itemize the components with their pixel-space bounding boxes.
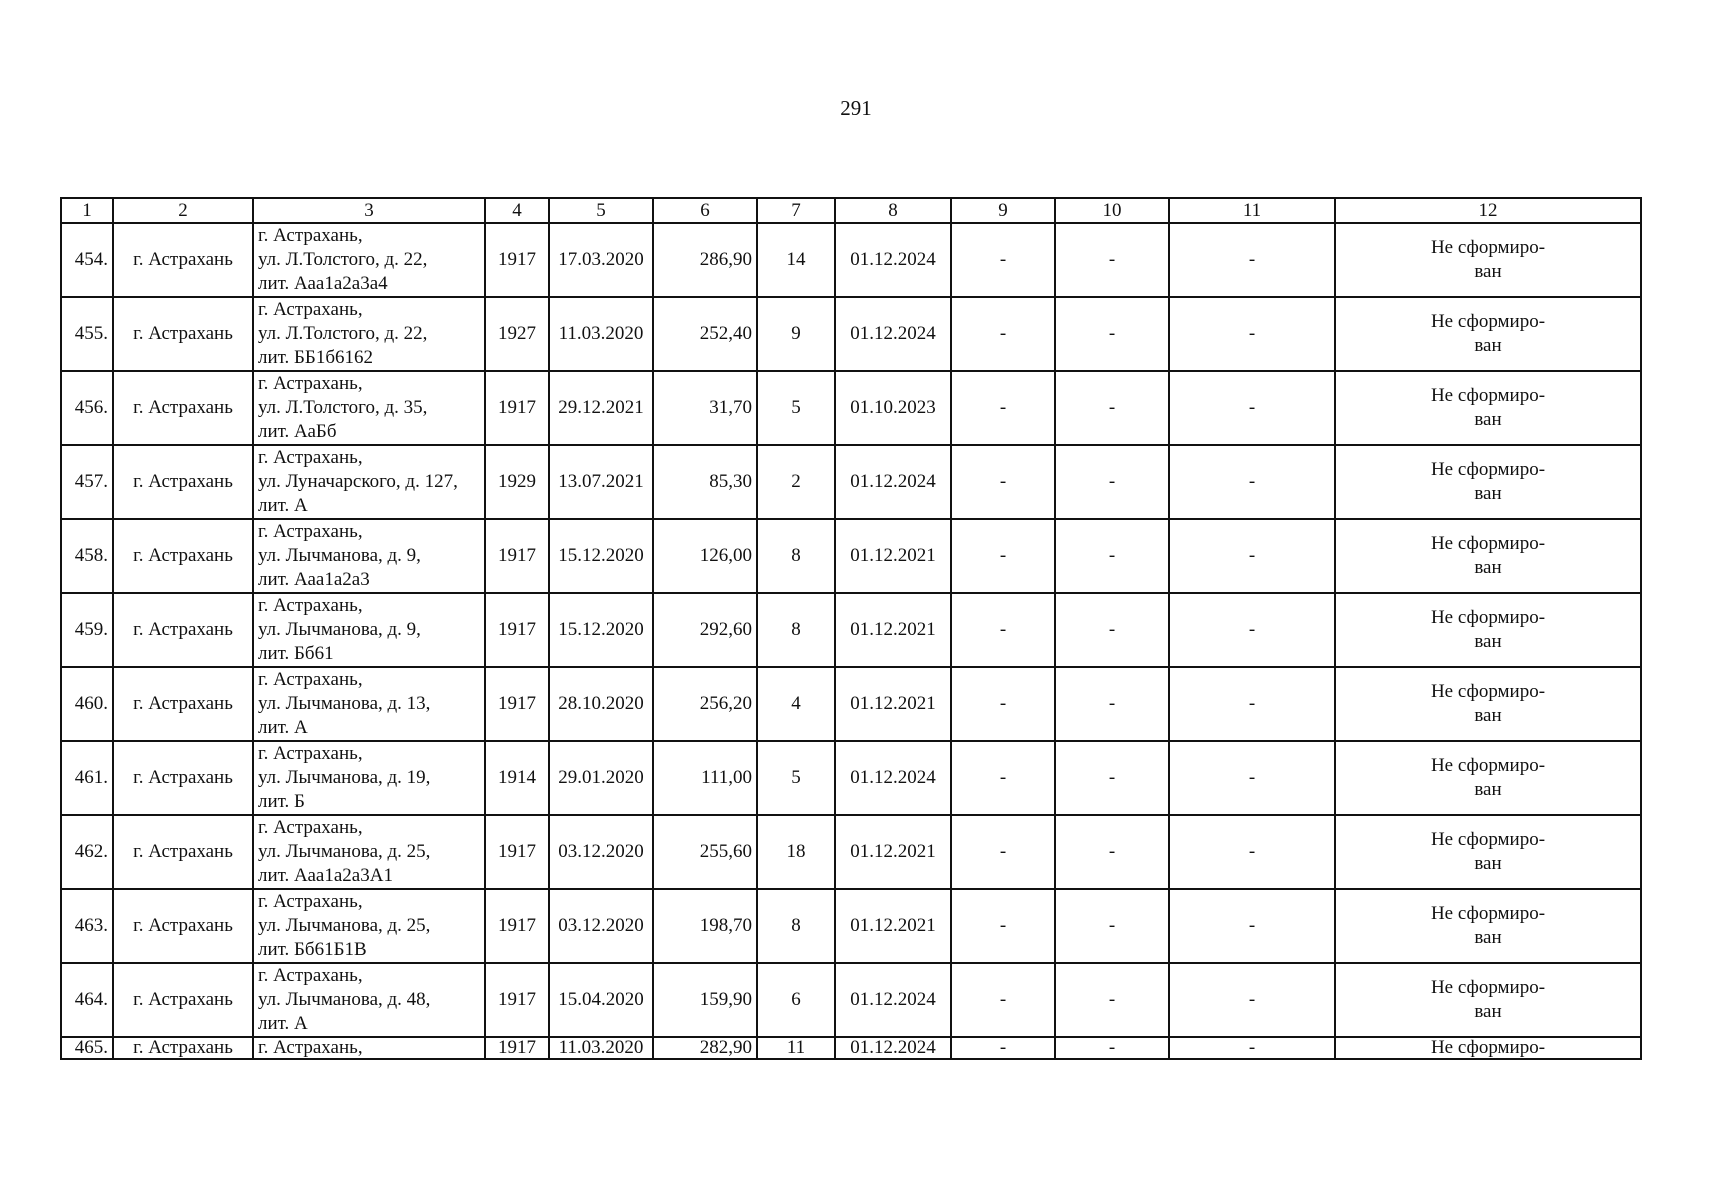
city-cell: г. Астрахань [113,963,253,1037]
area-cell: 286,90 [653,223,757,297]
col9-cell: - [951,963,1055,1037]
address-cell-line: лит. Бб61 [258,643,334,664]
status-cell-line: ван [1474,409,1502,430]
address-cell [253,963,485,1037]
deadline-cell: 01.12.2021 [835,815,951,889]
area-cell: 85,30 [653,445,757,519]
table-row [61,445,1641,519]
date-cell: 17.03.2020 [549,223,653,297]
city-cell: г. Астрахань [113,445,253,519]
col11-cell: - [1169,889,1335,963]
status-cell [1335,371,1641,445]
address-cell-line: лит. Б [258,791,305,812]
address-cell-line: ул. Л.Толстого, д. 22, [258,249,428,270]
deadline-cell: 01.12.2021 [835,593,951,667]
address-cell-line: г. Астрахань, [258,225,363,246]
status-cell [1335,815,1641,889]
row-number: 455. [61,297,113,371]
table-row [61,815,1641,889]
status-cell-line: Не сформиро- [1430,459,1546,480]
row-number: 460. [61,667,113,741]
date-cell: 28.10.2020 [549,667,653,741]
area-cell: 255,60 [653,815,757,889]
col9-cell: - [951,815,1055,889]
city-cell: г. Астрахань [113,371,253,445]
col10-cell: - [1055,667,1169,741]
count-cell: 8 [757,519,835,593]
city-cell: г. Астрахань [113,519,253,593]
table-row [61,297,1641,371]
address-cell [253,297,485,371]
col10-cell: - [1055,371,1169,445]
city-cell: г. Астрахань [113,741,253,815]
status-cell-line: ван [1474,483,1502,504]
col10-cell: - [1055,297,1169,371]
col9-cell: - [951,889,1055,963]
date-cell: 03.12.2020 [549,815,653,889]
status-cell-line: ван [1474,631,1502,652]
status-cell-line: ван [1474,557,1502,578]
count-cell: 11 [757,1037,835,1059]
status-cell [1335,741,1641,815]
row-number: 462. [61,815,113,889]
deadline-cell: 01.10.2023 [835,371,951,445]
count-cell: 5 [757,371,835,445]
row-number: 461. [61,741,113,815]
year-cell: 1917 [485,963,549,1037]
column-header: 9 [951,198,1055,223]
date-cell: 11.03.2020 [549,297,653,371]
col11-cell: - [1169,297,1335,371]
column-header: 6 [653,198,757,223]
date-cell: 03.12.2020 [549,889,653,963]
count-cell: 18 [757,815,835,889]
year-cell: 1917 [485,1037,549,1059]
city-cell: г. Астрахань [113,297,253,371]
year-cell: 1917 [485,889,549,963]
address-cell-line: ул. Л.Толстого, д. 22, [258,323,428,344]
address-cell-line: г. Астрахань, [258,447,363,468]
col10-cell: - [1055,223,1169,297]
column-header: 12 [1335,198,1641,223]
year-cell: 1929 [485,445,549,519]
date-cell: 15.12.2020 [549,593,653,667]
count-cell: 6 [757,963,835,1037]
status-cell-line: Не сформиро- [1430,681,1546,702]
col11-cell: - [1169,445,1335,519]
status-cell-line: ван [1474,335,1502,356]
address-cell-line: г. Астрахань, [258,891,363,912]
address-cell [253,741,485,815]
col11-cell: - [1169,1037,1335,1059]
table-row [61,593,1641,667]
col9-cell: - [951,371,1055,445]
address-cell-line: ул. Лычманова, д. 25, [258,915,431,936]
row-number: 465. [61,1037,113,1059]
date-cell: 29.12.2021 [549,371,653,445]
status-cell [1335,667,1641,741]
col11-cell: - [1169,667,1335,741]
address-cell-line: г. Астрахань, [258,965,363,986]
table-row [61,223,1641,297]
address-cell-line: г. Астрахань, [258,817,363,838]
col10-cell: - [1055,741,1169,815]
address-cell-line: г. Астрахань, [258,743,363,764]
year-cell: 1917 [485,667,549,741]
table-row [61,371,1641,445]
status-cell-line: Не сформиро- [1430,385,1546,406]
address-cell-line: г. Астрахань, [258,521,363,542]
table-row [61,667,1641,741]
year-cell: 1917 [485,593,549,667]
col11-cell: - [1169,371,1335,445]
col9-cell: - [951,593,1055,667]
status-cell [1335,297,1641,371]
city-cell: г. Астрахань [113,1037,253,1059]
area-cell: 282,90 [653,1037,757,1059]
col9-cell: - [951,667,1055,741]
deadline-cell: 01.12.2021 [835,519,951,593]
date-cell: 15.12.2020 [549,519,653,593]
col9-cell: - [951,445,1055,519]
address-cell [253,223,485,297]
status-cell-line: ван [1474,779,1502,800]
deadline-cell: 01.12.2024 [835,963,951,1037]
address-cell-line: ул. Луначарского, д. 127, [258,471,458,492]
year-cell: 1917 [485,519,549,593]
row-number: 463. [61,889,113,963]
address-cell-line: ул. Лычманова, д. 13, [258,693,431,714]
address-cell-line: ул. Лычманова, д. 9, [258,619,421,640]
row-number: 457. [61,445,113,519]
row-number: 456. [61,371,113,445]
address-cell-line: лит. Бб61Б1В [258,939,367,960]
col10-cell: - [1055,519,1169,593]
column-header: 8 [835,198,951,223]
column-header: 3 [253,198,485,223]
status-cell-line: ван [1474,261,1502,282]
year-cell: 1927 [485,297,549,371]
address-cell-line: ул. Лычманова, д. 19, [258,767,431,788]
col10-cell: - [1055,963,1169,1037]
address-cell-line: лит. А [258,495,308,516]
col10-cell: - [1055,815,1169,889]
col11-cell: - [1169,223,1335,297]
col11-cell: - [1169,593,1335,667]
status-cell-line: Не сформиро- [1430,977,1546,998]
count-cell: 9 [757,297,835,371]
deadline-cell: 01.12.2024 [835,741,951,815]
address-cell-line: г. Астрахань, [258,299,363,320]
housing-registry-table [60,197,1642,1060]
deadline-cell: 01.12.2024 [835,445,951,519]
status-cell [1335,519,1641,593]
address-cell-line: лит. АаБб [258,421,337,442]
table-row [61,889,1641,963]
column-header: 5 [549,198,653,223]
area-cell: 256,20 [653,667,757,741]
date-cell: 13.07.2021 [549,445,653,519]
city-cell: г. Астрахань [113,889,253,963]
count-cell: 4 [757,667,835,741]
table-header-row [61,198,1641,223]
count-cell: 8 [757,889,835,963]
col9-cell: - [951,519,1055,593]
row-number: 464. [61,963,113,1037]
col9-cell: - [951,741,1055,815]
row-number: 454. [61,223,113,297]
status-cell-line: Не сформиро- [1430,903,1546,924]
year-cell: 1917 [485,223,549,297]
status-cell-line: Не сформиро- [1430,533,1546,554]
col11-cell: - [1169,519,1335,593]
table-row-partial [61,1037,1641,1059]
date-cell: 29.01.2020 [549,741,653,815]
status-cell-line: ван [1474,853,1502,874]
deadline-cell: 01.12.2024 [835,223,951,297]
area-cell: 292,60 [653,593,757,667]
city-cell: г. Астрахань [113,815,253,889]
area-cell: 31,70 [653,371,757,445]
address-cell [253,667,485,741]
address-cell [253,445,485,519]
address-cell-line: г. Астрахань, [258,669,363,690]
col9-cell: - [951,223,1055,297]
column-header: 7 [757,198,835,223]
row-number: 458. [61,519,113,593]
area-cell: 111,00 [653,741,757,815]
table-row [61,963,1641,1037]
col9-cell: - [951,297,1055,371]
address-cell-line: лит. А [258,1013,308,1034]
col10-cell: - [1055,445,1169,519]
address-cell: г. Астрахань, [253,1037,485,1059]
address-cell [253,889,485,963]
status-cell [1335,889,1641,963]
status-cell [1335,223,1641,297]
address-cell-line: ул. Лычманова, д. 9, [258,545,421,566]
city-cell: г. Астрахань [113,667,253,741]
address-cell-line: ул. Л.Толстого, д. 35, [258,397,428,418]
area-cell: 252,40 [653,297,757,371]
column-header: 2 [113,198,253,223]
table-row [61,741,1641,815]
count-cell: 14 [757,223,835,297]
date-cell: 11.03.2020 [549,1037,653,1059]
year-cell: 1914 [485,741,549,815]
area-cell: 126,00 [653,519,757,593]
status-cell-line: ван [1474,705,1502,726]
address-cell [253,371,485,445]
address-cell [253,815,485,889]
col10-cell: - [1055,889,1169,963]
col11-cell: - [1169,963,1335,1037]
status-cell [1335,445,1641,519]
year-cell: 1917 [485,371,549,445]
area-cell: 198,70 [653,889,757,963]
col10-cell: - [1055,593,1169,667]
status-cell-line: Не сформиро- [1430,237,1546,258]
address-cell-line: ул. Лычманова, д. 25, [258,841,431,862]
status-cell-line: ван [1474,1001,1502,1022]
status-cell [1335,963,1641,1037]
address-cell-line: лит. А [258,717,308,738]
city-cell: г. Астрахань [113,593,253,667]
address-cell-line: лит. ББ1б6162 [258,347,374,368]
column-header: 10 [1055,198,1169,223]
area-cell: 159,90 [653,963,757,1037]
status-cell-line: Не сформиро- [1430,311,1546,332]
year-cell: 1917 [485,815,549,889]
address-cell-line: ул. Лычманова, д. 48, [258,989,431,1010]
deadline-cell: 01.12.2024 [835,1037,951,1059]
address-cell-line: лит. Ааa1a2a3A1 [258,865,393,886]
address-cell-line: лит. Ааa1a2a3 [258,569,370,590]
deadline-cell: 01.12.2024 [835,297,951,371]
count-cell: 2 [757,445,835,519]
page-number: 291 [840,96,872,120]
deadline-cell: 01.12.2021 [835,889,951,963]
col10-cell: - [1055,1037,1169,1059]
status-cell-line: Не сформиро- [1430,755,1546,776]
table-body [61,223,1641,1059]
table-row [61,519,1641,593]
address-cell-line: г. Астрахань, [258,373,363,394]
status-cell: Не сформиро- [1335,1037,1641,1059]
deadline-cell: 01.12.2021 [835,667,951,741]
status-cell [1335,593,1641,667]
col9-cell: - [951,1037,1055,1059]
col11-cell: - [1169,741,1335,815]
count-cell: 5 [757,741,835,815]
column-header: 11 [1169,198,1335,223]
status-cell-line: Не сформиро- [1430,829,1546,850]
row-number: 459. [61,593,113,667]
column-header: 1 [61,198,113,223]
address-cell [253,519,485,593]
status-cell-line: Не сформиро- [1430,607,1546,628]
address-cell-line: лит. Ааa1a2a3a4 [258,273,388,294]
col11-cell: - [1169,815,1335,889]
address-cell-line: г. Астрахань, [258,595,363,616]
city-cell: г. Астрахань [113,223,253,297]
column-header: 4 [485,198,549,223]
address-cell [253,593,485,667]
status-cell-line: ван [1474,927,1502,948]
date-cell: 15.04.2020 [549,963,653,1037]
count-cell: 8 [757,593,835,667]
